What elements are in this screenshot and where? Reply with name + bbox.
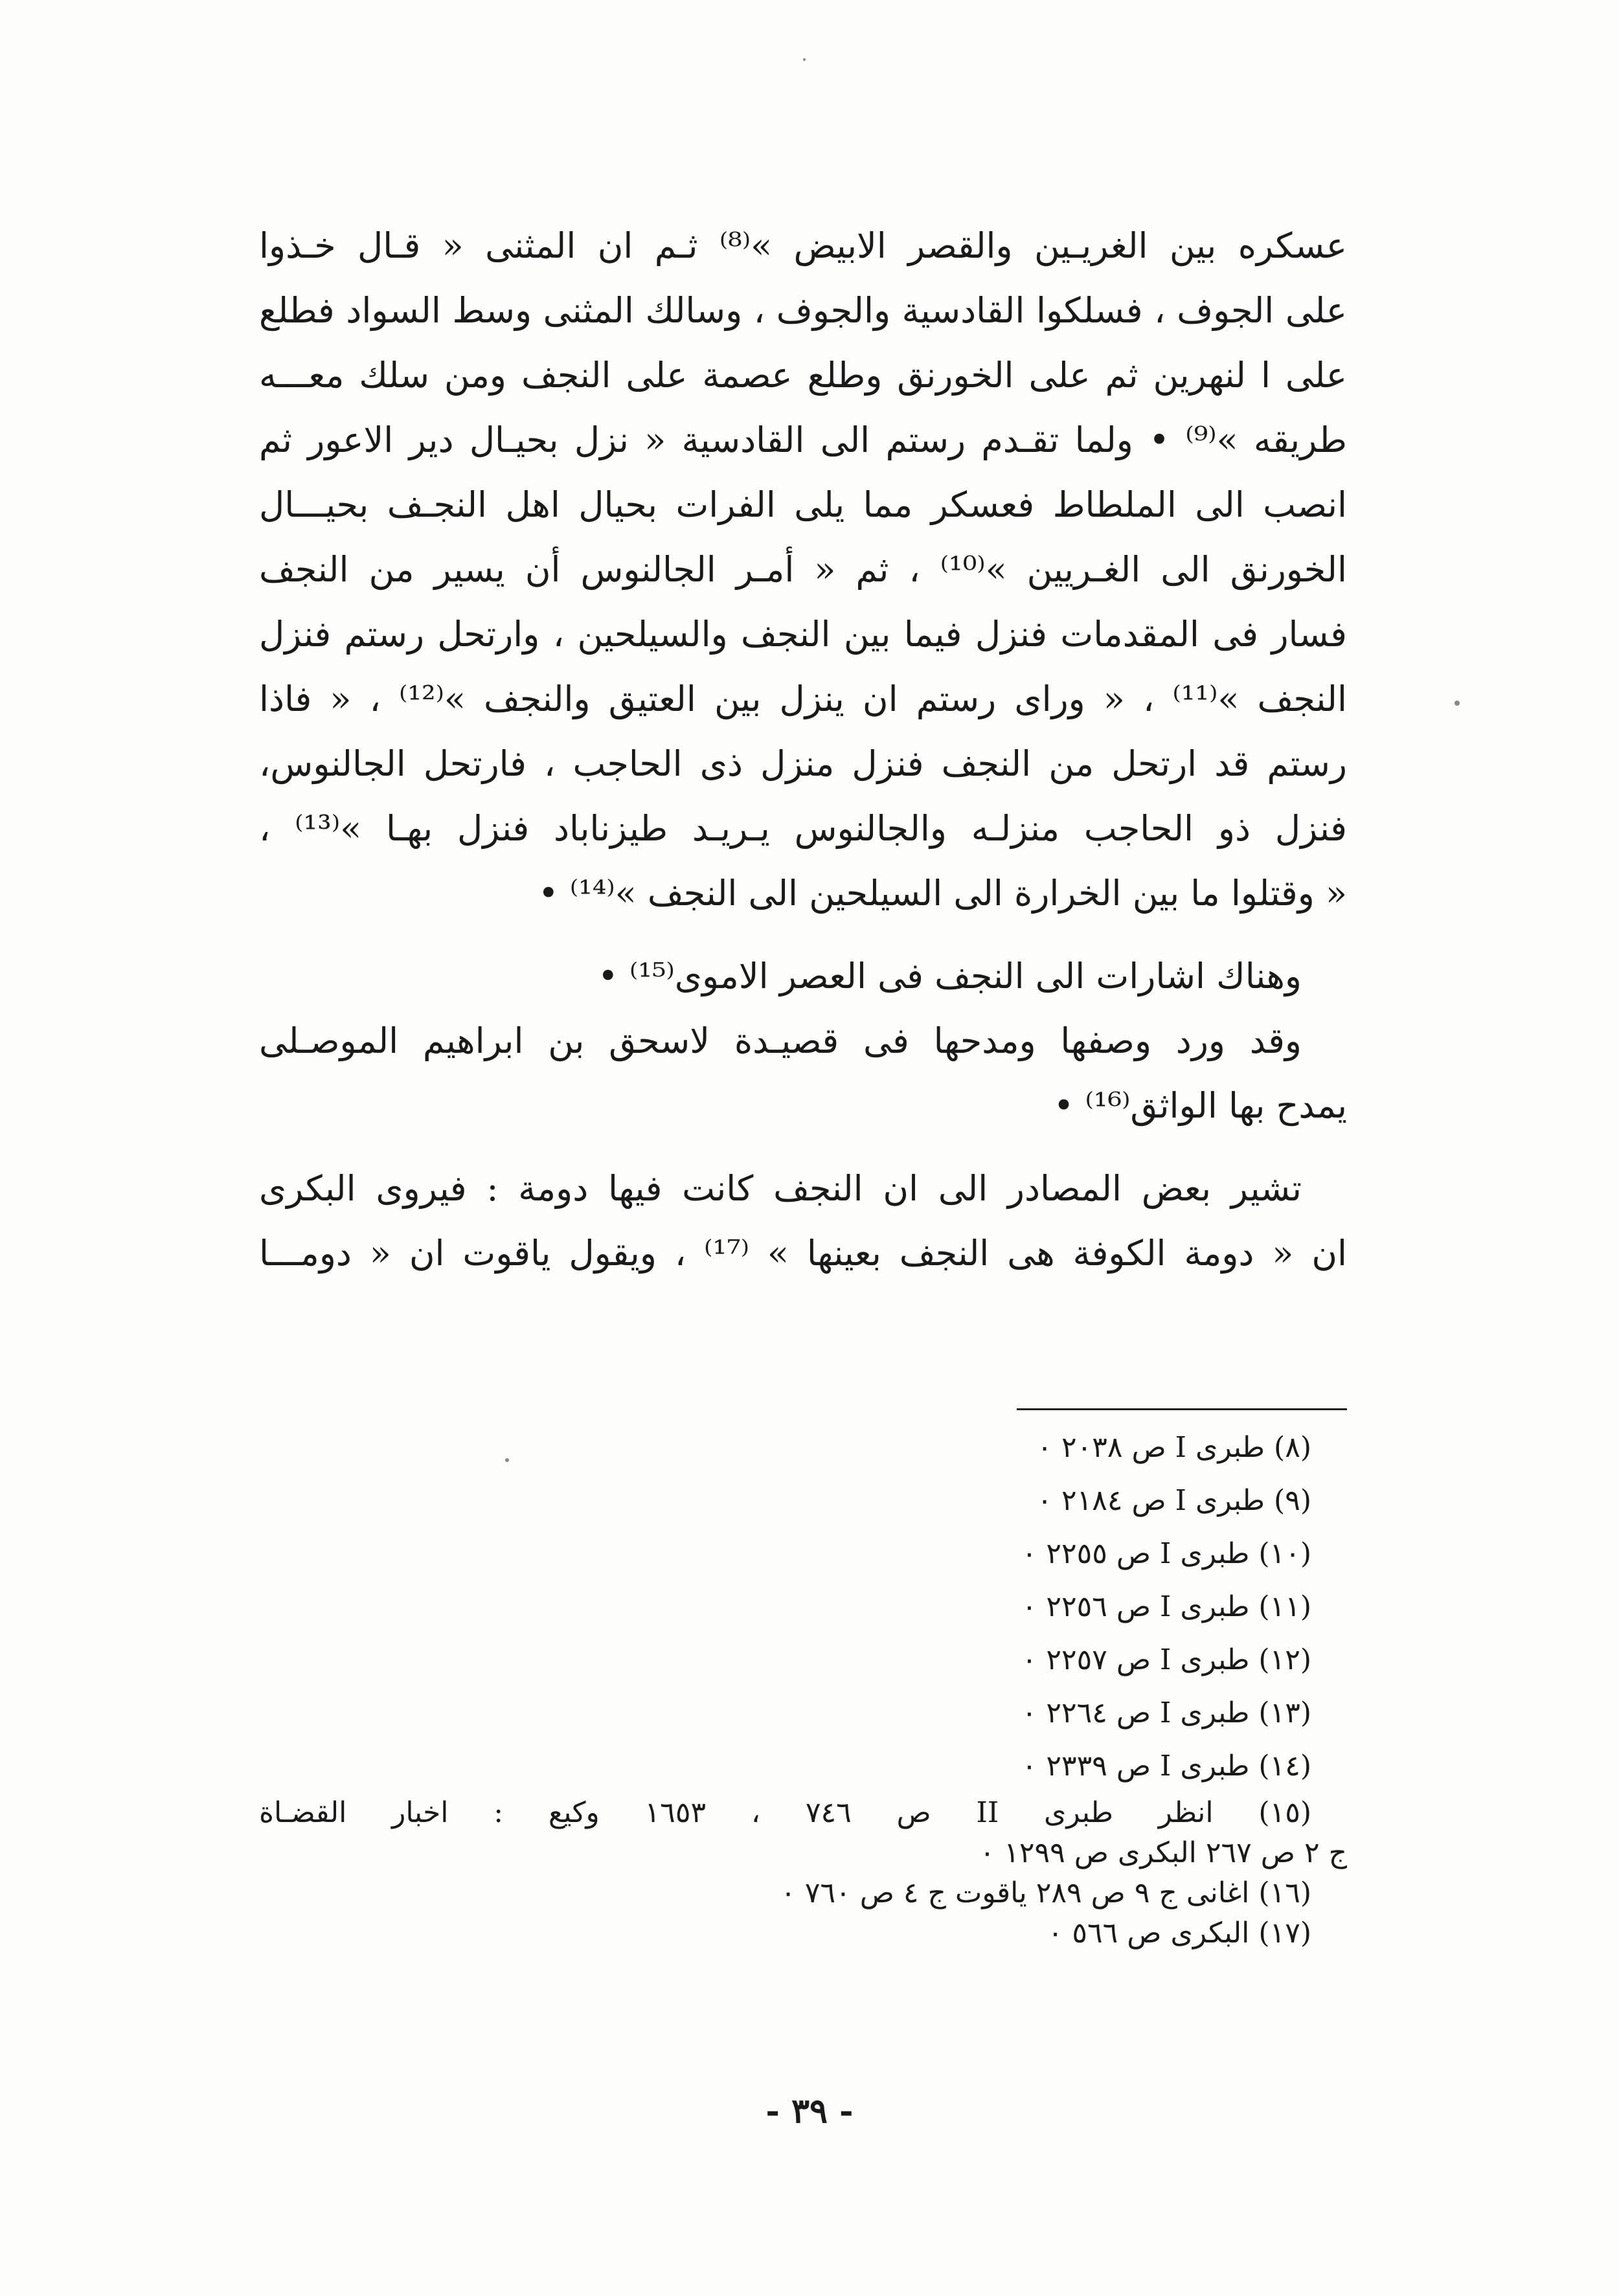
footnote-15-line-2: ج ٢ ص ٢٦٧ البكرى ص ١٢٩٩ ٠ <box>979 1836 1347 1869</box>
scan-speck <box>803 58 806 61</box>
text-line: فسار فى المقدمات فنزل فيما بين النجف والسيلحين ، وارتحل رستم فنزل <box>259 614 1347 655</box>
text-line: يمدح بها الواثق⁽¹⁶⁾ • <box>1053 1085 1347 1126</box>
scan-speck <box>505 1458 509 1462</box>
page-number: - ٣٩ - <box>765 2091 854 2131</box>
footnote-14: (١٤) طبرى I ص ٢٣٣٩ ٠ <box>1021 1750 1311 1783</box>
paragraph-gap <box>259 1138 1347 1156</box>
text-line: رستم قد ارتحل من النجف فنزل منزل ذى الحاجب ، فارتحل الجالنوس، <box>259 743 1347 784</box>
scan-speck <box>1455 701 1460 706</box>
text-line: على الجوف ، فسلكوا القادسية والجوف ، وسالك المثنى وسط السواد فطلع <box>259 290 1347 331</box>
text-line: الخورنق الى الغـريين »⁽¹⁰⁾ ، ثم « أمـر الجالنوس أن يسير من النجف <box>259 549 1348 590</box>
text-line: وقد ورد وصفها ومدحها فى قصيـدة لاسحق بن ابراهيم الموصـلى <box>259 1020 1302 1061</box>
footnote-12: (١٢) طبرى I ص ٢٢٥٧ ٠ <box>1021 1643 1311 1676</box>
footnote-17: (١٧) البكرى ص ٥٦٦ ٠ <box>1047 1917 1311 1950</box>
text-line: عسكره بين الغريـين والقصر الابيض »⁽⁸⁾ ثـم ان المثنى « قـال خـذوا <box>259 225 1347 266</box>
text-line: تشير بعض المصادر الى ان النجف كانت فيها دومة : فيروى البكرى <box>259 1168 1302 1209</box>
text-line: على ا لنهرين ثم على الخورنق وطلع عصمة على النجف ومن سلك معـــه <box>259 355 1347 396</box>
paragraph-umayyad: وهناك اشارات الى النجف فى العصر الاموى⁽¹⁵⁾ • <box>597 956 1302 996</box>
footnote-separator <box>1017 1408 1347 1410</box>
footnote-15-line-1: (١٥) انظر طبرى II ص ٧٤٦ ، ١٦٥٣ وكيع : اخبار القضـاة <box>259 1796 1311 1829</box>
text-line: « وقتلوا ما بين الخرارة الى السيلحين الى النجف »⁽¹⁴⁾ • <box>538 873 1347 914</box>
footnote-16: (١٦) اغانى ج ٩ ص ٢٨٩ ياقوت ج ٤ ص ٧٦٠ ٠ <box>780 1876 1311 1909</box>
paragraph-gap <box>259 926 1347 944</box>
footnote-9: (٩) طبرى I ص ٢١٨٤ ٠ <box>1037 1484 1311 1517</box>
footnote-8: (٨) طبرى I ص ٢٠٣٨ ٠ <box>1037 1431 1311 1464</box>
text-line: ان « دومة الكوفة هى النجف بعينها » ⁽¹⁷⁾ ، ويقول ياقوت ان « دومـــا <box>259 1233 1347 1274</box>
text-line: فنزل ذو الحاجب منزلـه والجالنوس يـريـد طيزناباد فنزل بهـا »⁽¹³⁾ ، <box>259 808 1347 849</box>
footnote-10: (١٠) طبرى I ص ٢٢٥٥ ٠ <box>1021 1537 1311 1570</box>
text-line: انصب الى الملطاط فعسكر مما يلى الفرات بحيال اهل النجـف بحيـــال <box>259 484 1347 525</box>
text-line: طريقه »⁽⁹⁾ • ولما تقـدم رستم الى القادسية « نزل بحيـال دير الاعور ثم <box>259 420 1347 460</box>
footnote-13: (١٣) طبرى I ص ٢٢٦٤ ٠ <box>1021 1696 1311 1729</box>
footnote-11: (١١) طبرى I ص ٢٢٥٦ ٠ <box>1021 1590 1311 1623</box>
text-line: النجف »⁽¹¹⁾ ، « وراى رستم ان ينزل بين العتيق والنجف »⁽¹²⁾ ، « فاذا <box>259 679 1347 719</box>
main-text-block <box>259 214 1347 1286</box>
footnotes-block <box>259 1421 1347 1953</box>
